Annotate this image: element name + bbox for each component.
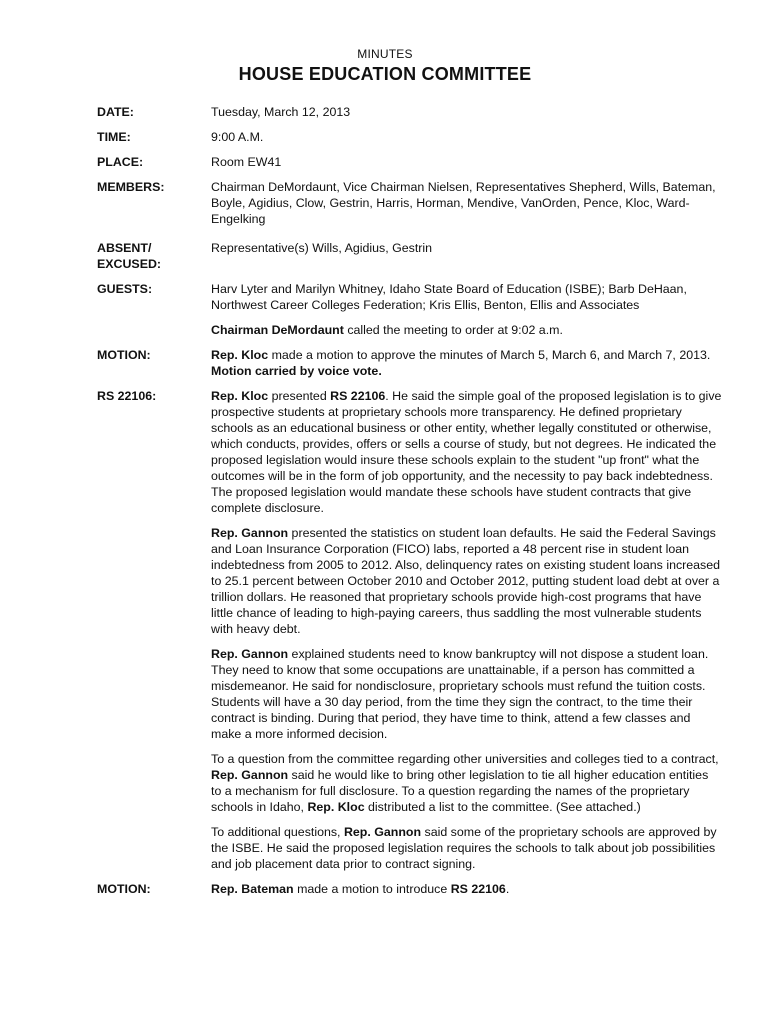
motion-minutes-mover: Rep. Kloc [211,348,269,362]
date-value: Tuesday, March 12, 2013 [211,105,351,119]
rs-p1-text-b: . He said the simple goal of the proposed legislation is to give prospective students at proprietary schools more transparency. He defined proprietary schools as an educational business or other entity, whether legally constituted or otherwise, which conducts, provides, offers or sells a course of study, but not degrees. He indicated the proposed legislation would insure these schools explain to the student "up front" what the outcomes will be in the form of job opportunity, and the necessity to pay back indebtedness. The proposed legislation would mandate these schools have student contracts that give complete disclosure. [211,389,722,515]
document-kicker: MINUTES [357,47,413,61]
motion-label: MOTION: [97,348,151,362]
time-value: 9:00 A.M. [211,130,264,144]
call-to-order-name: Chairman DeMordaunt [211,323,344,337]
rs-p2-speaker: Rep. Gannon [211,526,289,540]
guests-label: GUESTS: [97,282,153,296]
members-label: MEMBERS: [97,180,165,194]
rs-p1-bill: RS 22106 [330,389,386,403]
absent-label-line-1: ABSENT/ [97,241,152,255]
absent-value: Representative(s) Wills, Agidius, Gestrin [211,241,433,255]
minutes-body [97,104,722,897]
rs-p1-text-a: presented [268,389,331,403]
guests-value: Harv Lyter and Marilyn Whitney, Idaho State Board of Education (ISBE); Barb DeHaan, Northwest Career Colleges Federation; Kris Ellis, Benton, Ellis and Associates [211,282,687,312]
motion-introduce-body: made a motion to introduce [293,882,451,896]
rs-p5-text-b: said some of the proprietary schools are approved by the ISBE. He said the proposed legislation requires the schools to talk about job possibilities and job placement data prior to contract signing. [211,825,717,871]
motion-introduce-text [211,881,722,897]
guests-row [97,281,722,313]
motion-introduce-mover: Rep. Bateman [211,882,294,896]
motion-minutes-row [97,347,722,379]
rs-paragraph-5 [211,824,722,872]
rs-p4-text-a: To a question from the committee regarding other universities and colleges tied to a contract, [211,752,719,766]
rs-22106-row [97,388,722,872]
place-value: Room EW41 [211,155,282,169]
rs-p4-text-c: distributed a list to the committee. (See attached.) [364,800,641,814]
call-to-order-text [211,322,722,338]
rs-p4-speaker-1: Rep. Gannon [211,768,289,782]
absent-label-line-2: EXCUSED: [97,257,162,271]
members-row [97,179,722,227]
rs-p4-speaker-2: Rep. Kloc [307,800,365,814]
absent-label [97,240,211,272]
absent-row [97,240,722,272]
time-label: TIME: [97,130,131,144]
rs-p1-speaker: Rep. Kloc [211,389,269,403]
motion-minutes-result: Motion carried by voice vote. [211,364,382,378]
rs-p3-speaker: Rep. Gannon [211,647,289,661]
rs-paragraph-2 [211,525,722,637]
motion-minutes-body: made a motion to approve the minutes of March 5, March 6, and March 7, 2013. [268,348,711,362]
rs-p2-text: presented the statistics on student loan defaults. He said the Federal Savings and Loan Insurance Corporation (FICO) labs, reported a 48 percent rise in student loan indebtedness from 2005 to 2012. Also, delinquency rates on existing student loans increased to 25.1 percent between October 2010 and October 2012, putting student load debt at over a trillion dollars. He reasoned that proprietary schools provide high-cost programs that have little chance of leading to high-paying careers, thus saddling the most vulnerable students with heavy debt. [211,526,721,636]
call-to-order-row [97,322,722,338]
document-title: HOUSE EDUCATION COMMITTEE [238,64,532,84]
members-value: Chairman DeMordaunt, Vice Chairman Nielsen, Representatives Shepherd, Wills, Bateman, Boyle, Agidius, Clow, Gestrin, Harris, Horman, Mendive, VanOrden, Pence, Kloc, Ward-Engelking [211,180,716,226]
rs-p4-text-b: said he would like to bring other legislation to tie all higher education entities to a mechanism for full disclosure. To a question regarding the names of the proprietary schools in Idaho, [211,768,709,814]
date-label: DATE: [97,105,134,119]
motion-introduce-row [97,881,722,897]
rs-p5-text-a: To additional questions, [211,825,344,839]
motion-introduce-end: . [505,882,510,896]
place-row [97,154,722,170]
rs-paragraph-4 [211,751,722,815]
rs-p3-text: explained students need to know bankruptcy will not dispose a student loan. They need to know that some occupations are unattainable, if a person has committed a misdemeanor. He said for nondisclosure, proprietary schools must refund the tuition costs. Students will have a 30 day period, from the time they sign the contract, to the time their contract is binding. During that period, they have time to think, attend a few classes and make a more informed decision. [211,647,709,741]
motion-introduce-bill: RS 22106 [450,882,506,896]
rs-paragraph-3 [211,646,722,742]
call-to-order-spacer [97,322,211,338]
rs-p5-speaker: Rep. Gannon [343,825,422,839]
date-row [97,104,722,120]
motion-minutes-text [211,347,722,379]
rs-paragraph-1 [211,388,722,516]
place-label: PLACE: [97,155,144,169]
time-row [97,129,722,145]
motion-introduce-label: MOTION: [97,882,151,896]
rs-22106-discussion [211,388,722,872]
call-to-order-body: called the meeting to order at 9:02 a.m. [343,323,563,337]
rs-22106-label: RS 22106: [97,389,157,403]
